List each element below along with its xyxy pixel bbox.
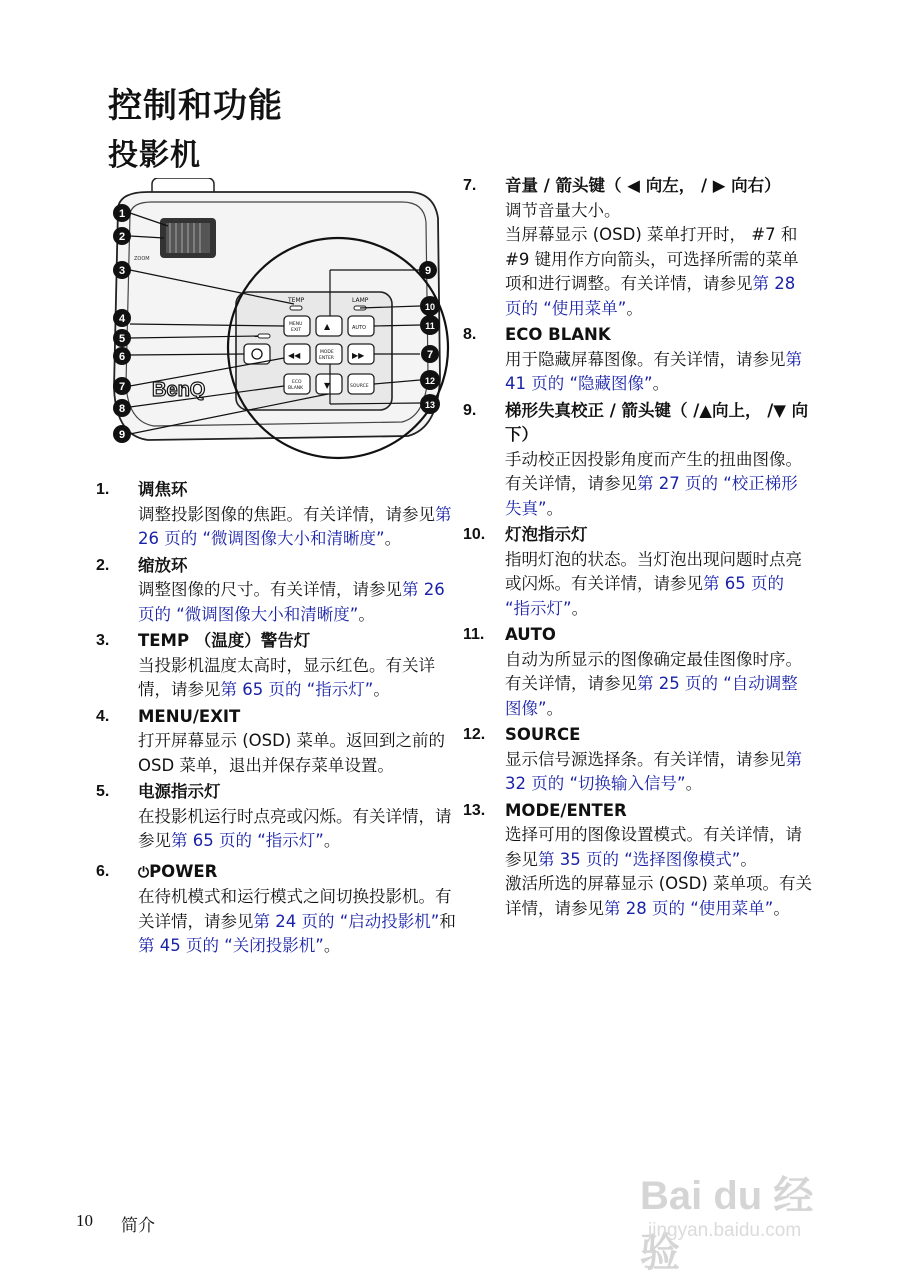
list-item-8 xyxy=(463,323,813,397)
svg-text:12: 12 xyxy=(424,376,436,386)
page-title: 控制和功能 xyxy=(108,86,283,126)
list-item-2 xyxy=(96,554,458,628)
item-body: 当屏幕显示 (OSD) 菜单打开时， #7 和 #9 键用作方向箭头，可选择所需的菜单项和进行调整。有关详情，请参见第 28 页的 “使用菜单”。 xyxy=(505,225,799,318)
list-item-13 xyxy=(463,799,813,922)
item-body: 显示信号源选择条。有关详情，请参见第 32 页的 “切换输入信号”。 xyxy=(505,749,802,793)
projector-diagram xyxy=(108,178,452,468)
svg-text:ZOOM: ZOOM xyxy=(134,256,150,262)
list-item-6 xyxy=(96,860,458,959)
list-item-5 xyxy=(96,780,458,854)
item-body: 调整投影图像的焦距。有关详情，请参见第 26 页的 “微调图像大小和清晰度”。 xyxy=(138,504,452,548)
xref-link[interactable]: 第 26 页的 “微调图像大小和清晰度” xyxy=(138,504,452,548)
list-item-7 xyxy=(463,174,813,321)
svg-text:6: 6 xyxy=(118,351,126,363)
item-body: 在投影机运行时点亮或闪烁。有关详情，请参见第 65 页的 “指示灯”。 xyxy=(138,806,452,850)
item-number: 2. xyxy=(96,556,110,574)
item-number: 8. xyxy=(463,326,477,343)
item-number: 12. xyxy=(463,726,486,743)
svg-text:MODE: MODE xyxy=(320,350,334,355)
xref-link[interactable]: 第 65 页的 “指示灯” xyxy=(505,574,784,618)
item-body: 自动为所显示的图像确定最佳图像时序。有关详情，请参见第 25 页的 “自动调整图像”。 xyxy=(505,649,802,718)
item-heading: SOURCE xyxy=(505,725,581,744)
page-subtitle: 投影机 xyxy=(108,138,201,173)
item-number: 10. xyxy=(463,526,486,543)
svg-text:BLANK: BLANK xyxy=(288,386,304,391)
list-item-1 xyxy=(96,478,458,552)
svg-text:▼: ▼ xyxy=(324,381,331,390)
svg-text:ENTER: ENTER xyxy=(319,356,334,361)
svg-text:LAMP: LAMP xyxy=(352,297,369,304)
item-heading: 缩放环 xyxy=(138,555,188,575)
item-heading: 梯形失真校正 / 箭头键（ /▲向上， /▼ 向下） xyxy=(505,400,809,444)
svg-text:9: 9 xyxy=(424,265,432,277)
item-body: 调整图像的尺寸。有关详情，请参见第 26 页的 “微调图像大小和清晰度”。 xyxy=(138,580,445,624)
item-heading: 调焦环 xyxy=(138,480,188,499)
item-heading: AUTO xyxy=(505,625,556,644)
item-body: 指明灯泡的状态。当灯泡出现问题时点亮或闪烁。有关详情，请参见第 65 页的 “指示灯”。 xyxy=(505,549,802,618)
svg-text:8: 8 xyxy=(118,403,126,415)
power-icon: ⏻ xyxy=(138,864,150,881)
xref-link[interactable]: 第 65 页的 “指示灯” xyxy=(220,680,374,699)
svg-text:3: 3 xyxy=(118,265,126,277)
svg-text:2: 2 xyxy=(118,231,126,243)
item-body: 用于隐藏屏幕图像。有关详情，请参见第 41 页的 “隐藏图像”。 xyxy=(505,349,802,393)
svg-text:▶▶: ▶▶ xyxy=(352,351,365,360)
svg-text:▲: ▲ xyxy=(324,322,331,331)
watermark-logo: Bai du 经验 xyxy=(640,1174,814,1275)
svg-text:BenQ: BenQ xyxy=(152,379,206,401)
item-number: 3. xyxy=(96,632,110,649)
left-column xyxy=(96,478,458,961)
item-number: 6. xyxy=(96,862,110,880)
svg-text:4: 4 xyxy=(118,313,126,325)
watermark-url: jingyan.baidu.com xyxy=(648,1220,802,1241)
item-number: 5. xyxy=(96,783,110,800)
item-number: 4. xyxy=(96,707,110,725)
item-heading: 音量 / 箭头键（ ◀ 向左， / ▶ 向右） xyxy=(505,176,781,195)
xref-link[interactable]: 第 28 页的 “使用菜单” xyxy=(505,274,796,318)
item-heading: ECO BLANK xyxy=(505,325,611,344)
item-number: 13. xyxy=(463,801,486,819)
item-body: 选择可用的图像设置模式。有关详情，请参见第 35 页的 “选择图像模式”。 xyxy=(505,825,802,869)
svg-text:1: 1 xyxy=(118,208,126,220)
xref-link[interactable]: 第 32 页的 “切换输入信号” xyxy=(505,749,802,793)
svg-text:10: 10 xyxy=(424,302,436,312)
svg-text:7: 7 xyxy=(118,381,126,393)
item-body: 手动校正因投影角度而产生的扭曲图像。有关详情，请参见第 27 页的 “校正梯形失真”。 xyxy=(505,449,802,518)
page-number: 10 xyxy=(76,1211,93,1230)
svg-text:11: 11 xyxy=(425,321,435,331)
svg-text:◀◀: ◀◀ xyxy=(288,351,301,360)
svg-text:ECO: ECO xyxy=(292,380,302,385)
item-body: 激活所选的屏幕显示 (OSD) 菜单项。有关详情，请参见第 28 页的 “使用菜单”。 xyxy=(505,874,813,918)
item-body: 在待机模式和运行模式之间切换投影机。有关详情，请参见第 24 页的 “启动投影机”和第 45 页的 “关闭投影机”。 xyxy=(138,887,456,955)
list-item-3 xyxy=(96,629,458,703)
item-body: 打开屏幕显示 (OSD) 菜单。返回到之前的 OSD 菜单，退出并保存菜单设置。 xyxy=(138,731,446,775)
item-number: 1. xyxy=(96,481,110,498)
item-body: 当投影机温度太高时，显示红色。有关详情，请参见第 65 页的 “指示灯”。 xyxy=(138,655,435,699)
xref-link[interactable]: 第 27 页的 “校正梯形失真” xyxy=(505,474,798,518)
xref-link[interactable]: 第 65 页的 “指示灯” xyxy=(171,831,324,850)
item-heading: 电源指示灯 xyxy=(138,782,221,801)
xref-link[interactable]: 第 35 页的 “选择图像模式” xyxy=(538,849,741,869)
xref-link[interactable]: 第 28 页的 “使用菜单” xyxy=(604,898,774,918)
list-item-9 xyxy=(463,399,813,522)
item-body: 调节音量大小。 xyxy=(505,200,621,220)
svg-text:7: 7 xyxy=(426,349,434,361)
list-item-12 xyxy=(463,723,813,797)
item-heading: MODE/ENTER xyxy=(505,800,627,820)
xref-link[interactable]: 第 41 页的 “隐藏图像” xyxy=(505,349,802,393)
list-item-10 xyxy=(463,523,813,621)
item-number: 7. xyxy=(463,177,477,194)
item-heading: TEMP （温度）警告灯 xyxy=(138,631,311,650)
svg-text:13: 13 xyxy=(424,400,436,410)
xref-link[interactable]: 第 26 页的 “微调图像大小和清晰度” xyxy=(138,580,445,624)
svg-text:9: 9 xyxy=(118,429,126,441)
svg-text:MENU: MENU xyxy=(289,322,303,327)
item-number: 11. xyxy=(463,626,485,643)
svg-text:EXIT: EXIT xyxy=(291,328,302,333)
item-heading: ⏻POWER xyxy=(138,860,458,886)
svg-text:TEMP: TEMP xyxy=(288,297,305,304)
xref-link[interactable]: 第 25 页的 “自动调整图像” xyxy=(505,674,798,718)
item-heading: 灯泡指示灯 xyxy=(505,525,588,544)
svg-text:SOURCE: SOURCE xyxy=(350,384,369,389)
item-heading: MENU/EXIT xyxy=(138,706,241,726)
list-item-4 xyxy=(96,705,458,779)
right-column xyxy=(463,174,813,923)
footer-section: 简介 xyxy=(121,1216,155,1236)
watermark xyxy=(640,1140,850,1275)
xref-link[interactable]: 第 24 页的 “启动投影机” xyxy=(253,911,440,931)
svg-text:5: 5 xyxy=(118,333,126,345)
list-item-11 xyxy=(463,623,813,721)
svg-text:AUTO: AUTO xyxy=(352,325,367,331)
xref-link[interactable]: 第 45 页的 “关闭投影机” xyxy=(138,936,324,955)
item-number: 9. xyxy=(463,401,477,419)
